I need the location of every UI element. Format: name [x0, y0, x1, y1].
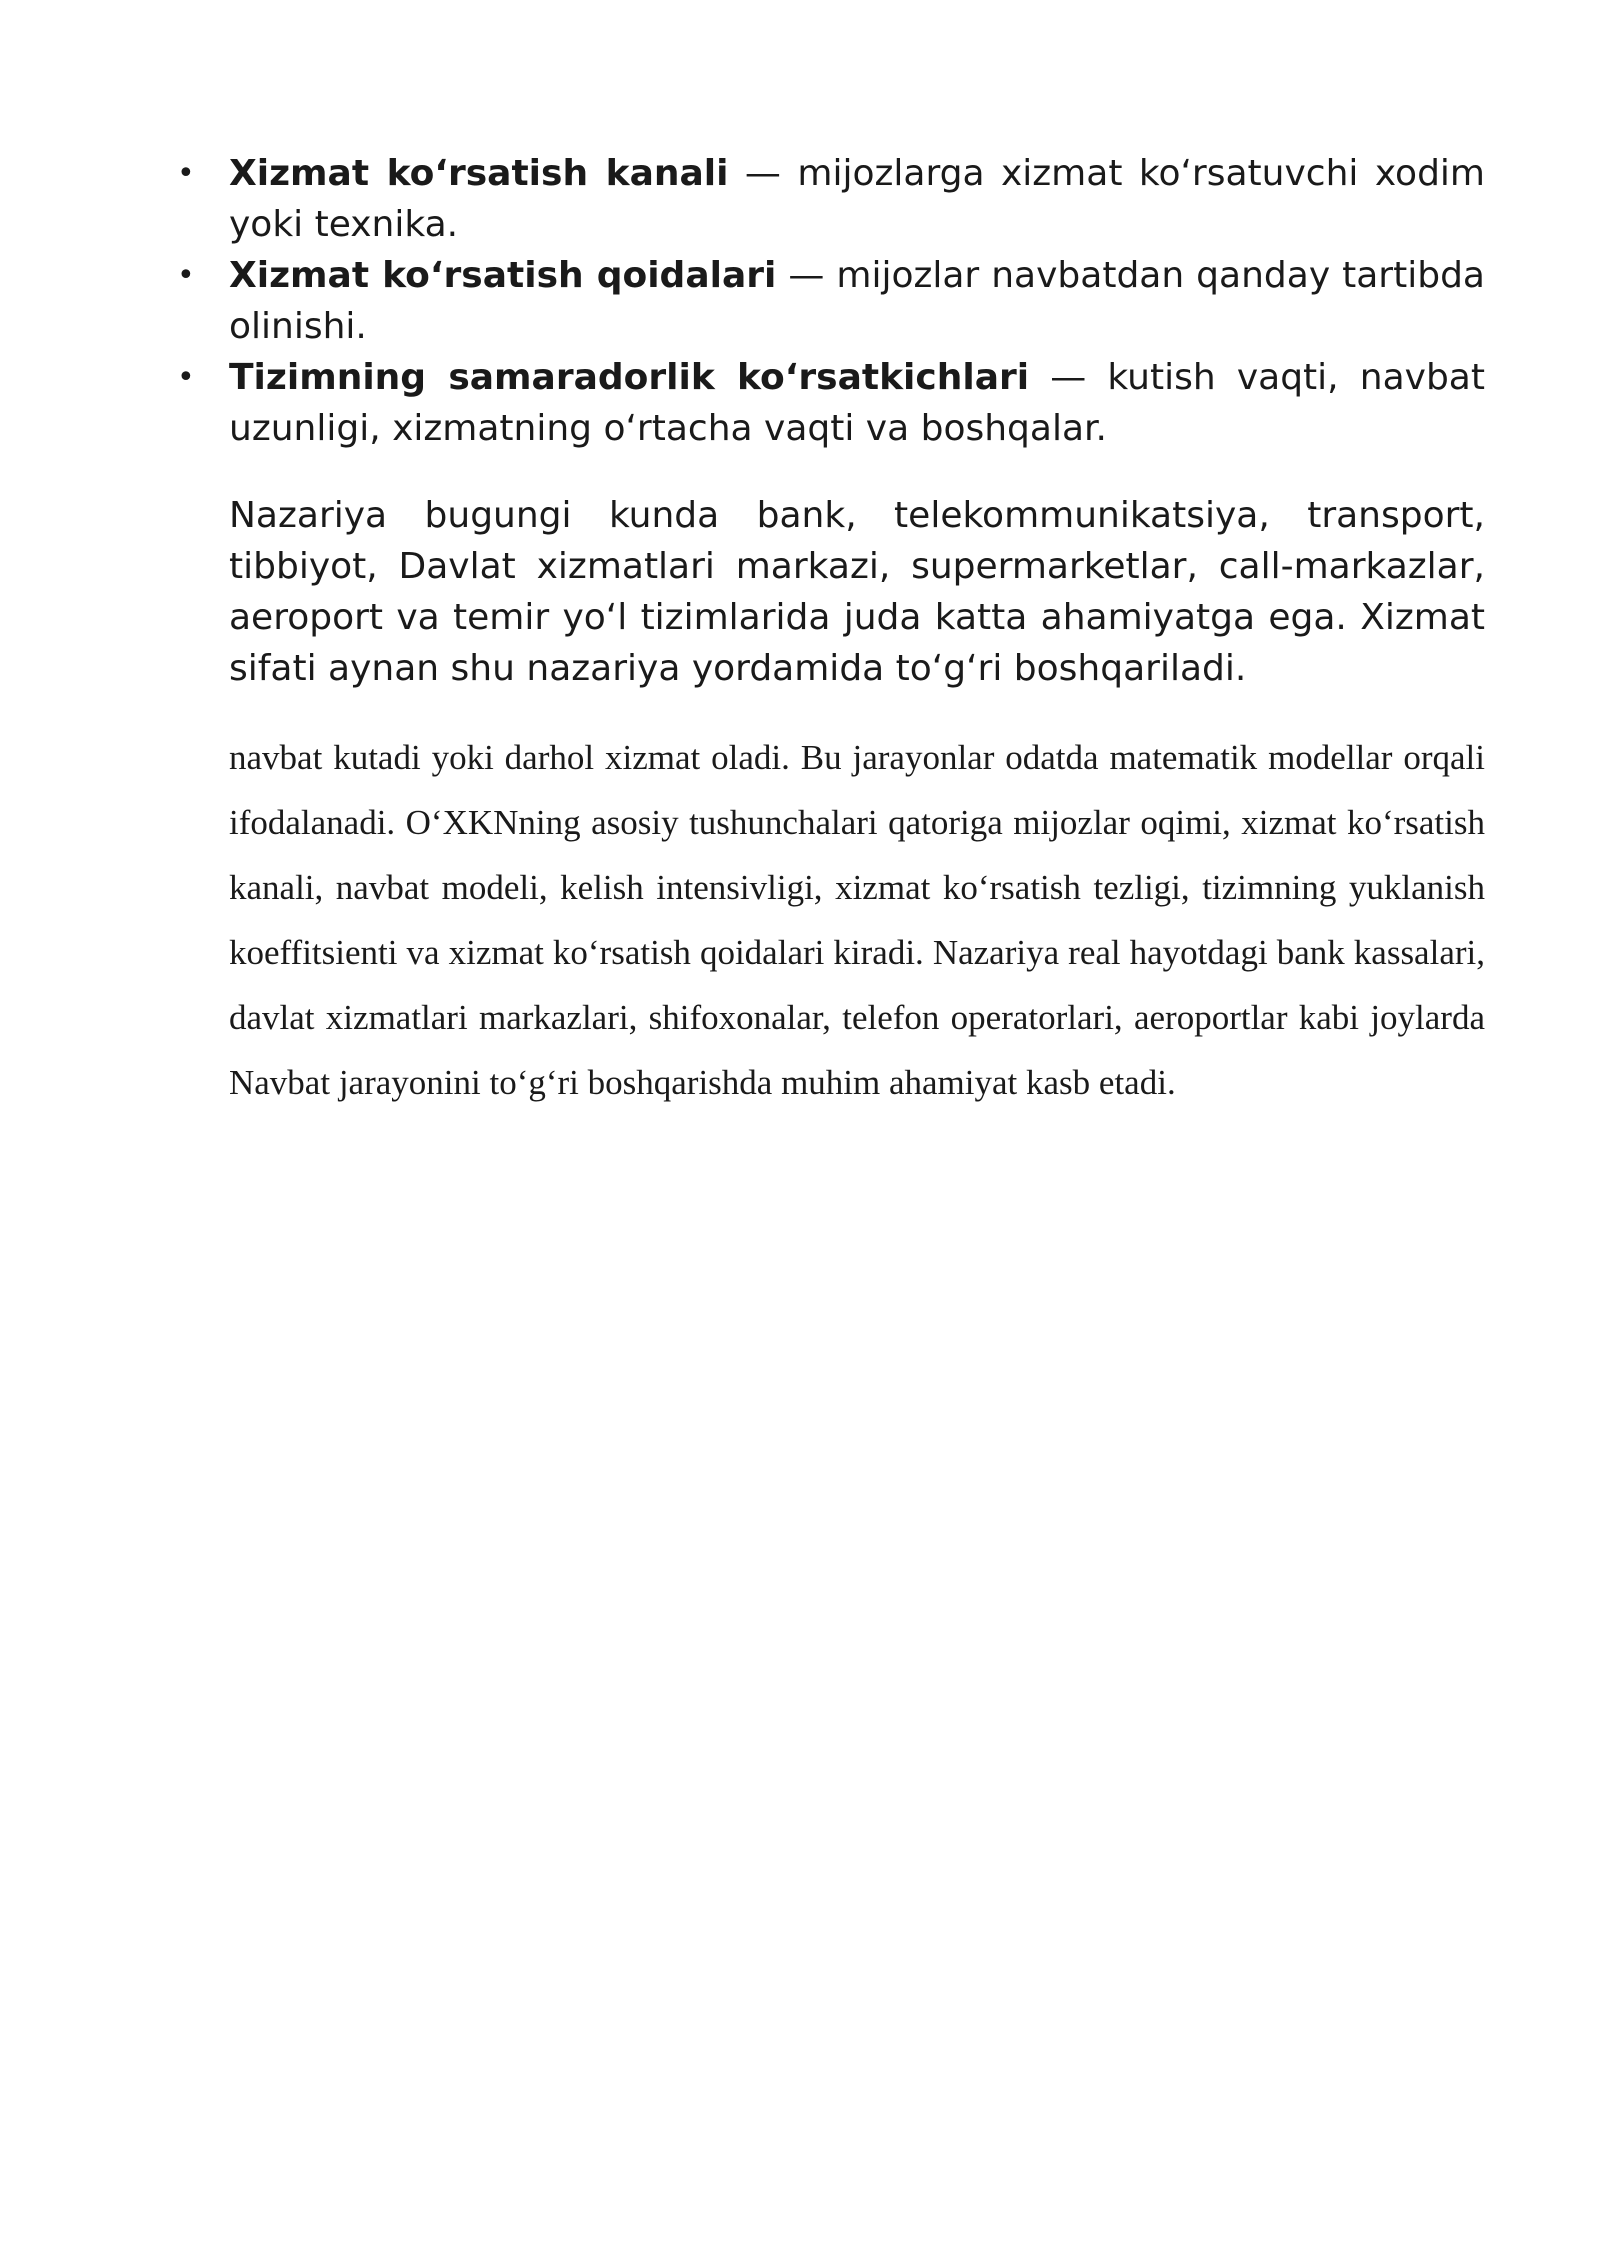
list-item-term: Tizimning samaradorlik koʻrsatkichlari	[229, 357, 1030, 398]
list-item	[177, 148, 1485, 250]
list-item-text: — mijozlarga xizmat koʻrsatuvchi xodim yoki texnika.	[229, 153, 1485, 245]
list-item	[177, 250, 1485, 352]
body-paragraph-sans: Nazariya bugungi kunda bank, telekommunikatsiya, transport, tibbiyot, Davlat xizmatlari markazi, supermarketlar, call-markazlar, aeroport va temir yoʻl tizimlarida juda katta ahamiyatga ega. Xizmat sifati aynan shu nazariya yordamida toʻgʻri boshqariladi.	[229, 495, 1485, 689]
list-item	[177, 352, 1485, 454]
bullet-icon: •	[177, 258, 195, 293]
body-paragraph-serif: navbat kutadi yoki darhol xizmat oladi. Bu jarayonlar odatda matematik modellar orqali ifodalanadi. OʻXKNning asosiy tushunchalari qatoriga mijozlar oqimi, xizmat koʻrsatish kanali, navbat modeli, kelish intensivligi, xizmat koʻrsatish tezligi, tizimning yuklanish koeffitsienti va xizmat koʻrsatish qoidalari kiradi. Nazariya real hayotdagi bank kassalari, davlat xizmatlari markazlari, shifoxonalar, telefon operatorlari, aeroportlar kabi joylarda Navbat jarayonini toʻgʻri boshqarishda muhim ahamiyat kasb etadi.	[229, 738, 1485, 1102]
bullet-icon: •	[177, 360, 195, 395]
list-item-text: — mijozlar navbatdan qanday tartibda olinishi.	[229, 255, 1485, 347]
bullet-icon: •	[177, 156, 195, 191]
list-item-term: Xizmat koʻrsatish kanali	[229, 153, 729, 194]
list-item-text: — kutish vaqti, navbat uzunligi, xizmatning oʻrtacha vaqti va boshqalar.	[229, 357, 1485, 449]
page-content	[177, 148, 1485, 1115]
definition-list	[177, 148, 1485, 454]
list-item-term: Xizmat koʻrsatish qoidalari	[229, 255, 777, 296]
